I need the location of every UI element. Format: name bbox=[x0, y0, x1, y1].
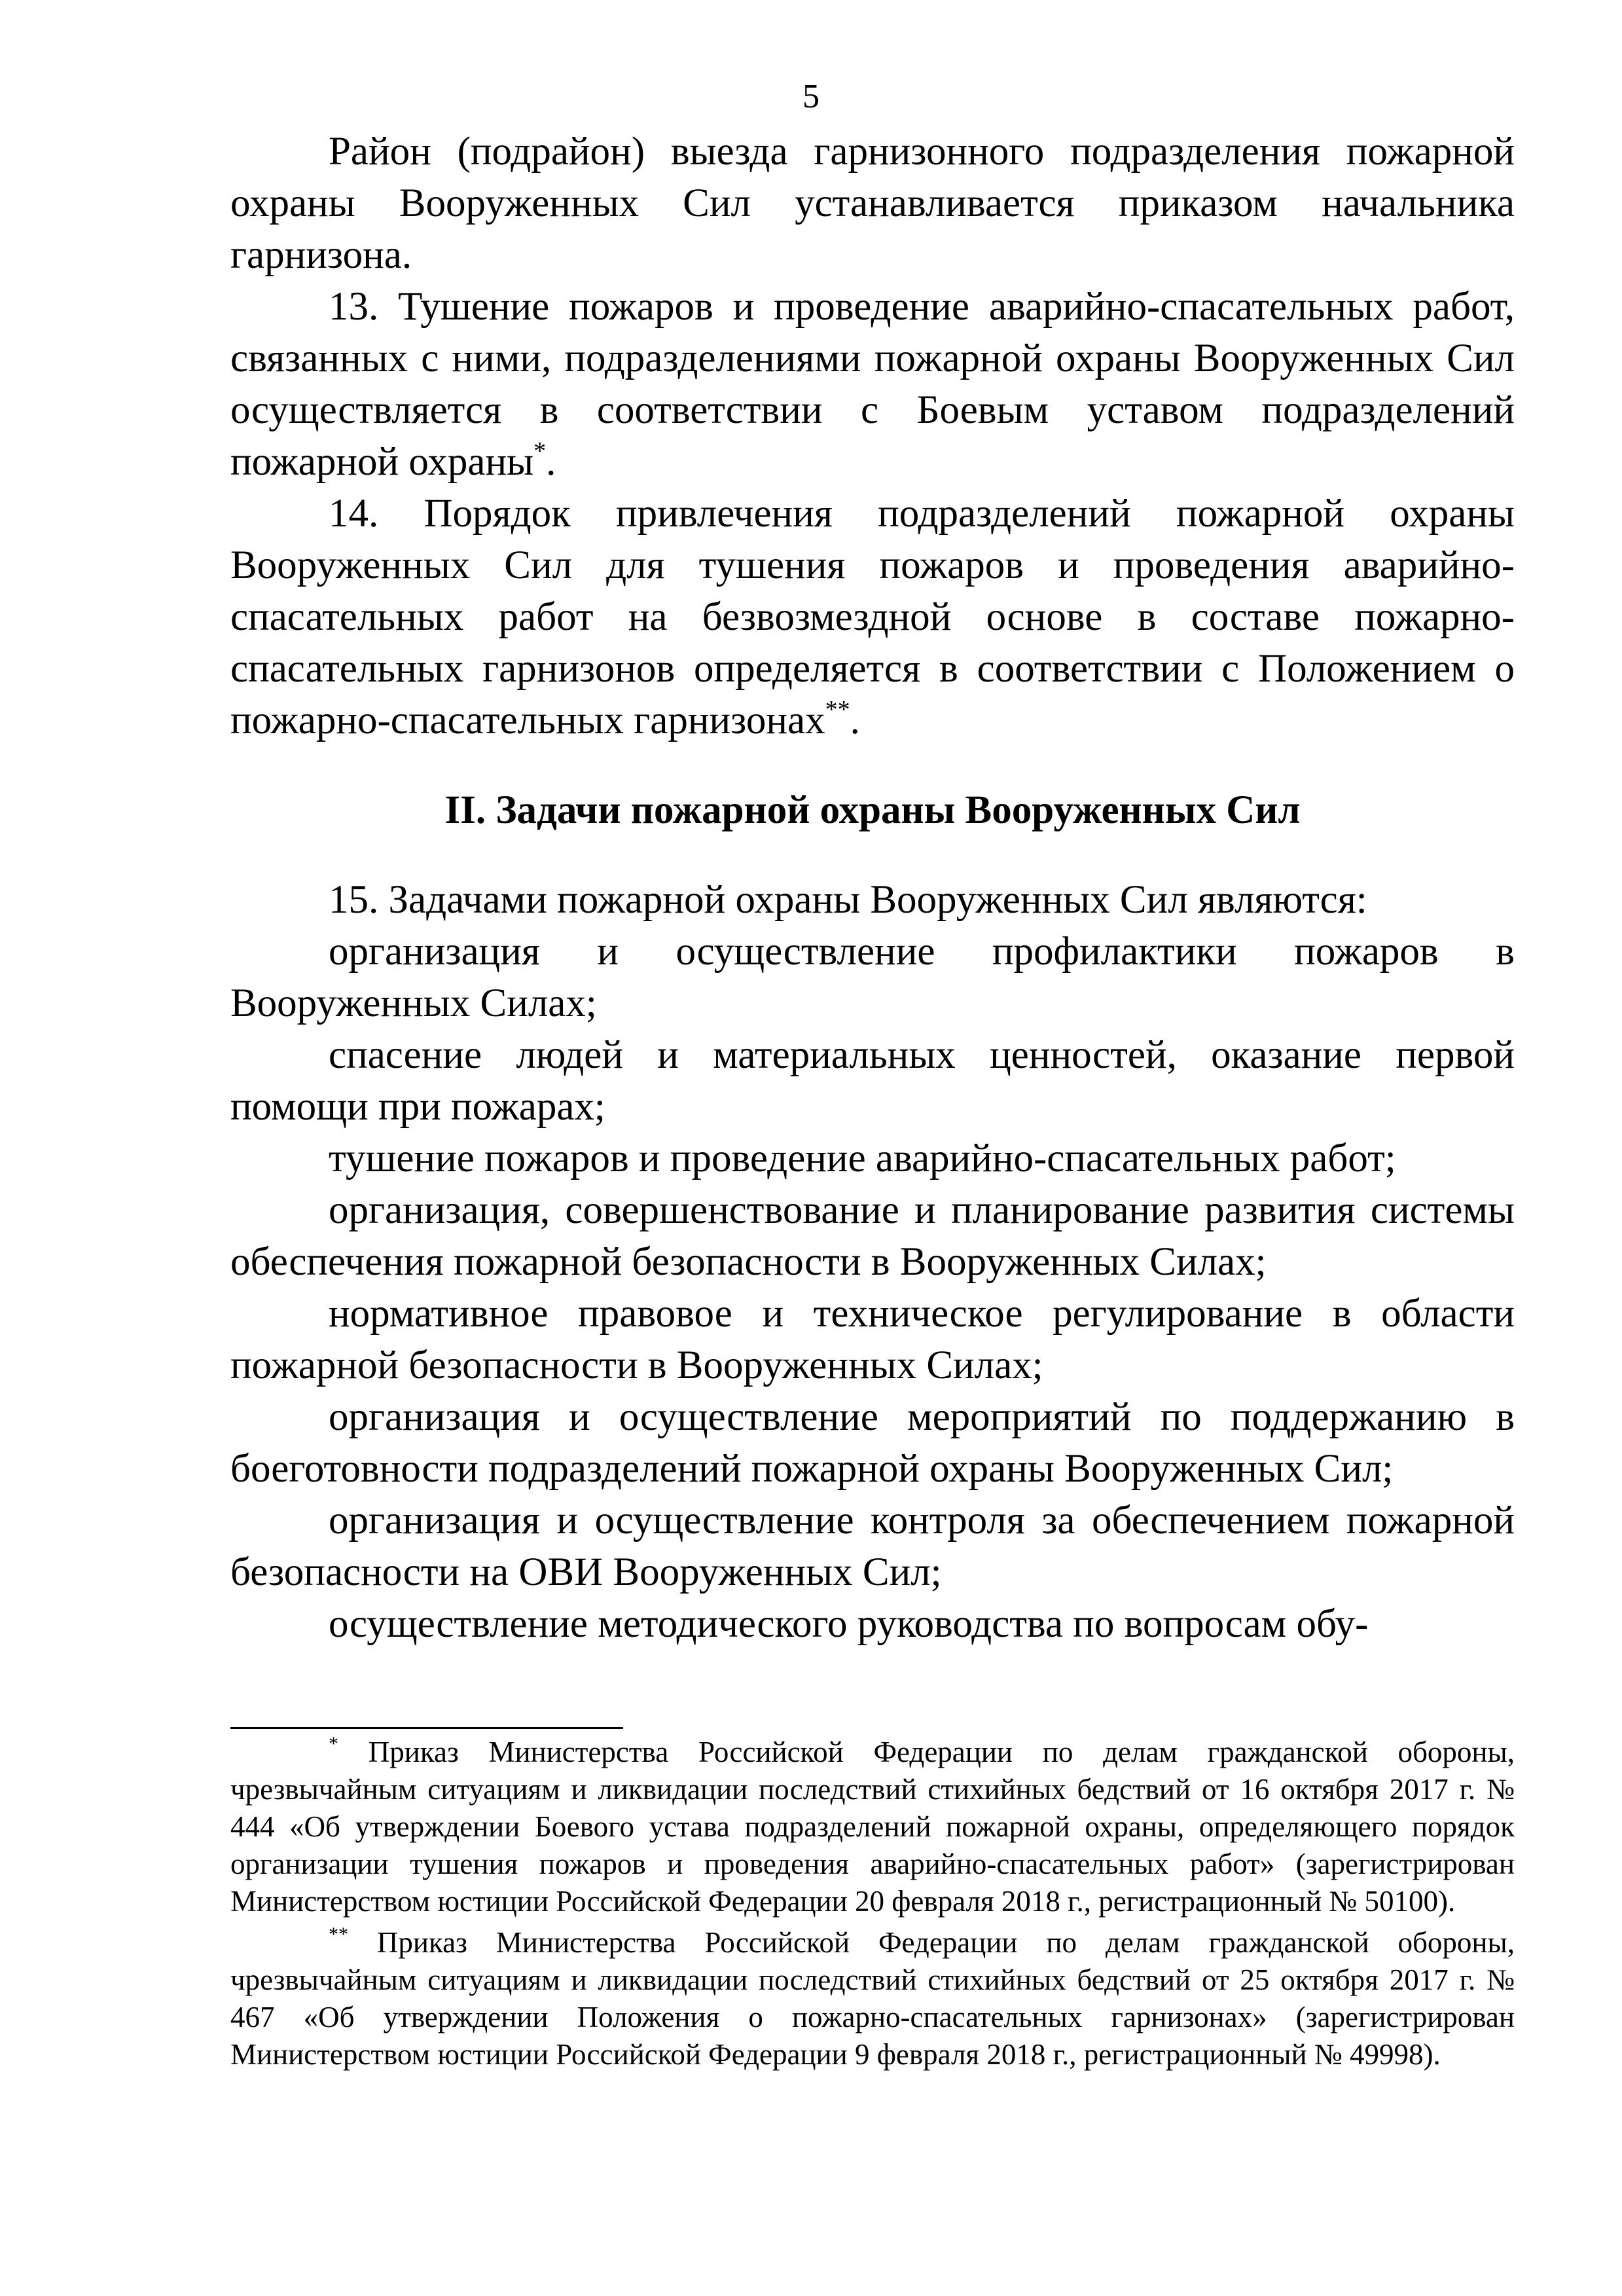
task-item: тушение пожаров и проведение аварийно-спасательных работ; bbox=[329, 1137, 1396, 1180]
page-number: 5 bbox=[802, 78, 820, 115]
paragraph-13-end: . bbox=[546, 440, 556, 484]
paragraph-14-text: 14. Порядок привлечения подразделений пожарной охраны Вооруженных Сил для тушения пожаров и проведения аварийно-спасательных работ на безвозмездной основе в составе пожарно-спасательных гарнизонов определяется в соответствии с Положением о пожарно-спасательных гарнизонах bbox=[230, 492, 1515, 742]
task-item: спасение людей и материальных ценностей, оказание первой помощи при пожарах; bbox=[230, 1033, 1515, 1129]
task-item: организация и осуществление профилактики пожаров в Вооруженных Силах; bbox=[230, 930, 1515, 1025]
task-item: нормативное правовое и техническое регулирование в области пожарной безопасности в Вооруженных Силах; bbox=[230, 1292, 1515, 1387]
section-heading: II. Задачи пожарной охраны Вооруженных Сил bbox=[444, 788, 1301, 832]
footnote-1-text: Приказ Министерства Российской Федерации по делам гражданской обороны, чрезвычайным ситуациям и ликвидации последствий стихийных бедствий от 16 октября 2017 г. № 444 «Об утверждении Боевого устава подразделений пожарной охраны, определяющего порядок организации тушения пожаров и проведения аварийно-спасательных работ» (зарегистрирован Министерством юстиции Российской Федерации 20 февраля 2018 г., регистрационный № 50100). bbox=[230, 1736, 1515, 1918]
paragraph-district: Район (подрайон) выезда гарнизонного подразделения пожарной охраны Вооруженных Сил устанавливается приказом начальника гарнизона. bbox=[230, 130, 1515, 277]
document-body bbox=[230, 126, 1515, 1650]
paragraph-13-text: 13. Тушение пожаров и проведение аварийно-спасательных работ, связанных с ними, подразделениями пожарной охраны Вооруженных Сил осуществляется в соответствии с Боевым уставом подразделений пожарной охраны bbox=[230, 285, 1515, 484]
footnotes bbox=[230, 1734, 1515, 2077]
footnote-2-mark: ** bbox=[329, 1923, 348, 1945]
paragraph-15-intro: 15. Задачами пожарной охраны Вооруженных Сил являются: bbox=[329, 878, 1367, 922]
footnote-1 bbox=[230, 1734, 1515, 1920]
task-item: организация и осуществление мероприятий по поддержанию в боеготовности подразделений пожарной охраны Вооруженных Сил; bbox=[230, 1395, 1515, 1491]
footnote-ref-2: ** bbox=[825, 696, 850, 723]
paragraph-14-end: . bbox=[850, 699, 860, 742]
footnote-2 bbox=[230, 1924, 1515, 2073]
paragraph-13 bbox=[230, 281, 1515, 488]
task-item: осуществление методического руководства по вопросам обу- bbox=[329, 1602, 1369, 1646]
task-item: организация, совершенствование и планирование развития системы обеспечения пожарной безопасности в Вооруженных Силах; bbox=[230, 1188, 1515, 1284]
footnote-1-mark: * bbox=[329, 1733, 338, 1755]
footnote-2-text: Приказ Министерства Российской Федерации по делам гражданской обороны, чрезвычайным ситуациям и ликвидации последствий стихийных бедствий от 25 октября 2017 г. № 467 «Об утверждении Положения о пожарно-спасательных гарнизонах» (зарегистрирован Министерством юстиции Российской Федерации 9 февраля 2018 г., регистрационный № 49998). bbox=[230, 1926, 1515, 2071]
paragraph-14 bbox=[230, 488, 1515, 746]
footnote-ref-1: * bbox=[533, 437, 547, 465]
footnote-divider bbox=[230, 1727, 623, 1729]
task-item: организация и осуществление контроля за обеспечением пожарной безопасности на ОВИ Вооруженных Сил; bbox=[230, 1499, 1515, 1594]
